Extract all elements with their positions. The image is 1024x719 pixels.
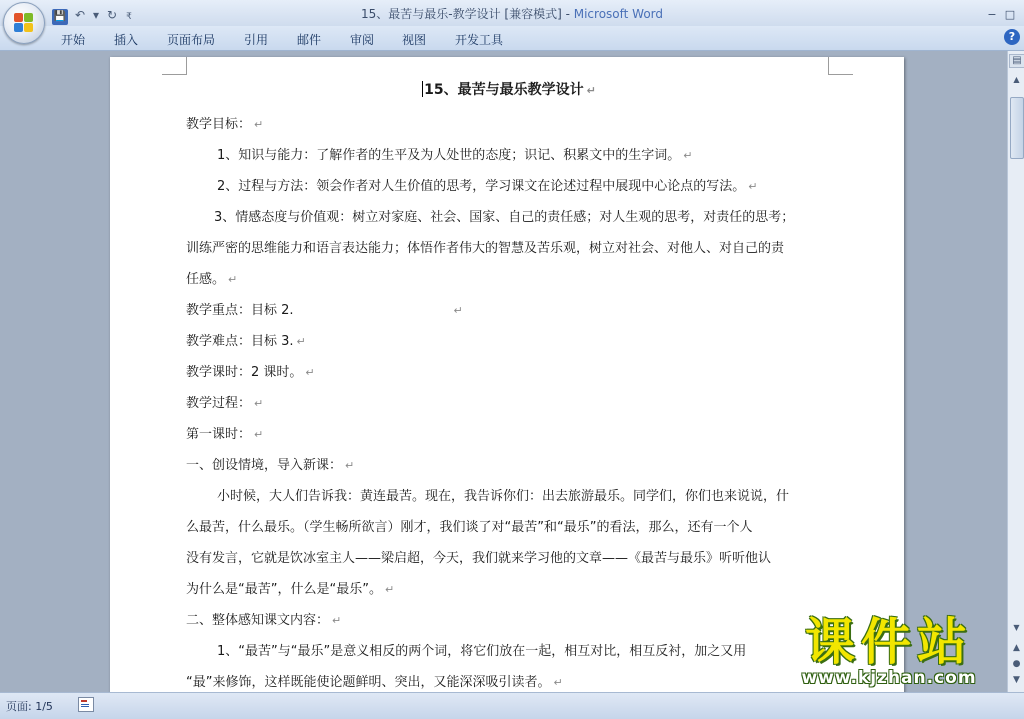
view-ruler-icon[interactable]: ▤ xyxy=(1009,54,1024,68)
customize-qat-icon[interactable]: ₹ xyxy=(126,12,132,22)
paragraph: 3、情感态度与价值观：树立对家庭、社会、国家、自己的责任感；对人生观的思考，对责任的思考； xyxy=(214,210,795,225)
watermark-logo xyxy=(770,614,1008,692)
window-title xyxy=(0,5,1024,22)
paragraph: 小时候，大人们告诉我：黄连最苦。现在，我告诉你们：出去旅游最乐。同学们，你们也来说说，什 xyxy=(217,489,790,504)
proofing-icon[interactable] xyxy=(78,697,94,712)
document-title: 15、最苦与最乐教学设计 ↵ xyxy=(424,82,596,98)
redo-icon[interactable]: ↻ xyxy=(106,8,118,22)
paragraph: 教学课时：2 课时。 ↵ xyxy=(186,365,315,380)
tab-insert[interactable]: 插入 xyxy=(114,33,139,47)
scroll-up-icon[interactable]: ▲ xyxy=(1013,75,1020,84)
tab-developer[interactable]: 开发工具 xyxy=(455,33,504,47)
watermark-title: 课件站 xyxy=(805,613,973,671)
scroll-thumb[interactable] xyxy=(1010,97,1024,159)
app-name: Microsoft Word xyxy=(573,7,664,21)
paragraph: 训练严密的思维能力和语言表达能力；体悟作者伟大的智慧及苦乐观，树立对社会、对他人、对自己的责 xyxy=(186,241,785,256)
maximize-icon[interactable]: □ xyxy=(1004,8,1016,21)
paragraph: 第一课时： ↵ xyxy=(186,427,264,442)
paragraph: 任感。 ↵ xyxy=(186,272,238,287)
paragraph: 为什么是“最苦”，什么是“最乐”。 ↵ xyxy=(186,582,395,597)
paragraph: 2、过程与方法：领会作者对人生价值的思考，学习课文在论述过程中展现中心论点的写法。 ↵ xyxy=(217,179,758,194)
save-icon[interactable]: 💾 xyxy=(52,9,68,25)
browse-object-icon[interactable]: ● xyxy=(1012,659,1021,669)
crop-mark-top-right xyxy=(828,57,853,75)
minimize-icon[interactable]: − xyxy=(987,8,997,21)
watermark-url: www.kjzhan.com xyxy=(801,668,977,688)
window-controls xyxy=(982,3,1018,22)
crop-mark-top-left xyxy=(162,57,187,75)
scroll-down-icon[interactable]: ▼ xyxy=(1013,623,1020,632)
paragraph: 没有发言，它就是饮冰室主人——梁启超，今天，我们就来学习他的文章——《最苦与最乐》听听他认 xyxy=(186,551,772,566)
document-workspace xyxy=(0,51,1007,692)
tab-view[interactable]: 视图 xyxy=(402,33,427,47)
office-button[interactable] xyxy=(3,2,45,44)
status-bar xyxy=(0,692,1024,719)
ribbon-tab-bar xyxy=(0,26,1024,51)
tab-references[interactable]: 引用 xyxy=(244,33,269,47)
tab-home[interactable]: 开始 xyxy=(61,33,86,47)
paragraph: 教学难点：目标 3. ↵ xyxy=(186,334,306,349)
title-bar xyxy=(0,0,1024,26)
paragraph: “最”来修饰，这样既能使论题鲜明、突出，又能深深吸引读者。 ↵ xyxy=(186,675,563,690)
document-name: 15、最苦与最乐-教学设计 [兼容模式] - xyxy=(360,7,574,21)
undo-icon[interactable]: ↶ xyxy=(74,8,86,22)
document-body[interactable] xyxy=(186,81,832,705)
undo-dropdown-icon[interactable]: ▾ xyxy=(92,8,100,22)
tab-page-layout[interactable]: 页面布局 xyxy=(167,33,216,47)
paragraph: 教学过程： ↵ xyxy=(186,396,264,411)
help-icon[interactable]: ? xyxy=(1004,29,1020,45)
document-page[interactable] xyxy=(110,57,904,707)
office-logo-icon xyxy=(14,13,34,33)
tab-review[interactable]: 审阅 xyxy=(350,33,375,47)
text-cursor xyxy=(422,81,423,97)
vertical-scrollbar[interactable] xyxy=(1007,51,1024,692)
paragraph: 么最苦，什么最乐。（学生畅所欲言）刚才，我们谈了对“最苦”和“最乐”的看法，那么，还有一个人 xyxy=(186,520,753,535)
next-page-icon[interactable]: ▼ xyxy=(1013,675,1020,685)
paragraph: 二、整体感知课文内容： ↵ xyxy=(186,613,342,628)
page-indicator[interactable]: 页面: 1/5 xyxy=(6,700,53,713)
tab-mailings[interactable]: 邮件 xyxy=(297,33,322,47)
paragraph: 教学目标： ↵ xyxy=(186,117,264,132)
paragraph: 1、“最苦”与“最乐”是意义相反的两个词，将它们放在一起，相互对比，相互反衬，加之又用 xyxy=(217,644,747,659)
paragraph: 1、知识与能力：了解作者的生平及为人处世的态度；识记、积累文中的生字词。 ↵ xyxy=(217,148,693,163)
previous-page-icon[interactable]: ▲ xyxy=(1013,643,1020,653)
paragraph: 教学重点：目标 2. ↵ xyxy=(186,303,463,318)
paragraph: 一、创设情境，导入新课： ↵ xyxy=(186,458,355,473)
